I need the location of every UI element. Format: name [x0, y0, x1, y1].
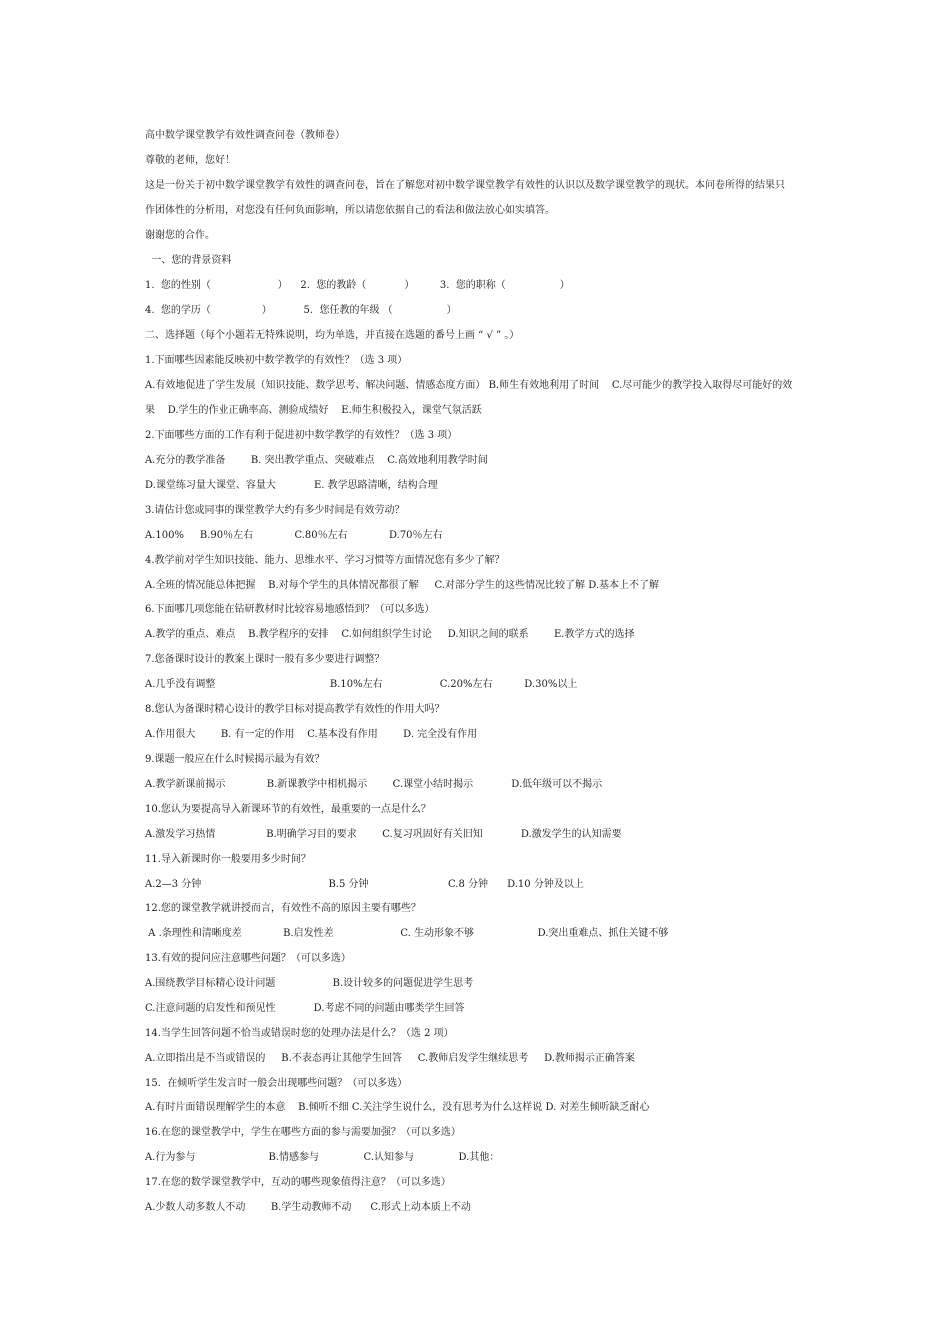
question-11-options: A.2—3 分钟 B.5 分钟 C.8 分钟 D.10 分钟及以上 [145, 879, 584, 890]
intro-line-1: 这是一份关于初中数学课堂教学有效性的调查问卷，旨在了解您对初中数学课堂教学有效性的认识以及数学课堂教学的现状。本问卷所得的结果只 [145, 180, 785, 191]
question-10: 10.您认为要提高导入新课环节的有效性，最重要的一点是什么？ [145, 804, 431, 815]
question-16: 16.在您的课堂教学中，学生在哪些方面的参与需要加强？（可以多选） [145, 1127, 461, 1138]
question-13: 13.有效的提问应注意哪些问题？（可以多选） [145, 953, 351, 964]
question-1: 1.下面哪些因素能反映初中数学教学的有效性？（选 3 项） [145, 355, 408, 366]
question-15: 15. 在倾听学生发言时一般会出现哪些问题？（可以多选） [145, 1078, 408, 1089]
question-1-options-b: 果 D.学生的作业正确率高、测验成绩好 E.师生积极投入，课堂气氛活跃 [145, 405, 482, 416]
question-2-options-b: D.课堂练习量大课堂、容量大 E. 教学思路清晰，结构合理 [145, 480, 438, 491]
question-8-options: A.作用很大 B. 有一定的作用 C.基本没有作用 D. 完全没有作用 [145, 729, 478, 740]
question-3-options: A.100% B.90％左右 C.80％左右 D.70％左右 [145, 530, 443, 541]
question-2-options-a: A.充分的教学准备 B. 突出教学重点、突破难点 C.高效地利用教学时间 [145, 455, 488, 466]
question-9: 9.课题一般应在什么时候揭示最为有效？ [145, 754, 325, 765]
question-8: 8.您认为备课时精心设计的教学目标对提高教学有效性的作用大吗？ [145, 704, 445, 715]
question-1-options-a: A.有效地促进了学生发展（知识技能、数学思考、解决问题、情感态度方面） B.师生有效地利用了时间 C.尽可能少的教学投入取得尽可能好的效 [145, 380, 793, 391]
question-10-options: A.激发学习热情 B.明确学习目的要求 C.复习巩固好有关旧知 D.激发学生的认知需要 [145, 829, 622, 840]
question-4: 4.教学前对学生知识技能、能力、思维水平、学习习惯等方面情况您有多少了解？ [145, 555, 505, 566]
question-13-options-a: A.围绕教学目标精心设计问题 B.设计较多的问题促进学生思考 [145, 978, 474, 989]
background-info-row-2: 4. 您的学历（ ） 5. 您任教的年级 （ ） [145, 305, 457, 316]
question-2: 2.下面哪些方面的工作有利于促进初中数学教学的有效性？（选 3 项） [145, 430, 458, 441]
question-3: 3.请估计您或同事的课堂教学大约有多少时间是有效劳动？ [145, 505, 405, 516]
document-title: 高中数学课堂教学有效性调查问卷（教师卷） [145, 130, 345, 141]
background-info-row-1: 1. 您的性别（ ） 2. 您的教龄（ ） 3. 您的职称（ ） [145, 280, 570, 291]
thanks-line: 谢谢您的合作。 [145, 230, 215, 241]
question-13-options-b: C.注意问题的启发性和预见性 D.考虑不同的问题由哪类学生回答 [145, 1003, 465, 1014]
question-17-options: A.少数人动多数人不动 B.学生动教师不动 C.形式上动本质上不动 [145, 1202, 471, 1213]
question-14: 14.当学生回答问题不恰当或错误时您的处理办法是什么？（选 2 项） [145, 1028, 454, 1039]
question-7: 7.您备课时设计的教案上课时一般有多少要进行调整？ [145, 654, 385, 665]
question-12: 12.您的课堂教学就讲授而言，有效性不高的原因主要有哪些？ [145, 903, 421, 914]
section-1-heading: 一、您的背景资料 [145, 255, 232, 266]
question-12-options: A .条理性和清晰度差 B.启发性差 C. 生动形象不够 D.突出重难点、抓住关键不够 [145, 928, 669, 939]
question-16-options: A.行为参与 B.情感参与 C.认知参与 D.其他： [145, 1152, 500, 1163]
section-2-heading: 二、选择题（每个小题若无特殊说明，均为单选，并直接在选题的番号上画 “ √ ” 。） [145, 330, 520, 341]
question-9-options: A.教学新课前揭示 B.新课教学中相机揭示 C.课堂小结时揭示 D.低年级可以不揭示 [145, 779, 603, 790]
question-6: 6.下面哪几项您能在钻研教材时比较容易地感悟到？（可以多选） [145, 604, 435, 615]
question-14-options: A.立即指出是不当或错误的 B.不表态再让其他学生回答 C.教师启发学生继续思考 D.教师揭示正确答案 [145, 1053, 635, 1064]
greeting: 尊敬的老师，您好！ [145, 155, 235, 166]
question-11: 11.导入新课时你一般要用多少时间？ [145, 854, 311, 865]
question-15-options: A.有时片面错误理解学生的本意 B.倾听不细 C.关注学生说什么，没有思考为什么这样说 D. 对差生倾听缺乏耐心 [145, 1102, 650, 1113]
question-4-options: A.全班的情况能总体把握 B.对每个学生的具体情况都很了解 C.对部分学生的这些情况比较了解 D.基本上不了解 [145, 580, 660, 591]
question-6-options: A.教学的重点、难点 B.教学程序的安排 C.如何组织学生讨论 D.知识之间的联系 E.教学方式的选择 [145, 629, 635, 640]
question-7-options: A.几乎没有调整 B.10%左右 C.20%左右 D.30%以上 [145, 679, 578, 690]
intro-line-2: 作团体性的分析用，对您没有任何负面影响，所以请您依据自己的看法和做法放心如实填答。 [145, 205, 555, 216]
question-17: 17.在您的数学课堂教学中，互动的哪些现象值得注意？（可以多选） [145, 1177, 451, 1188]
